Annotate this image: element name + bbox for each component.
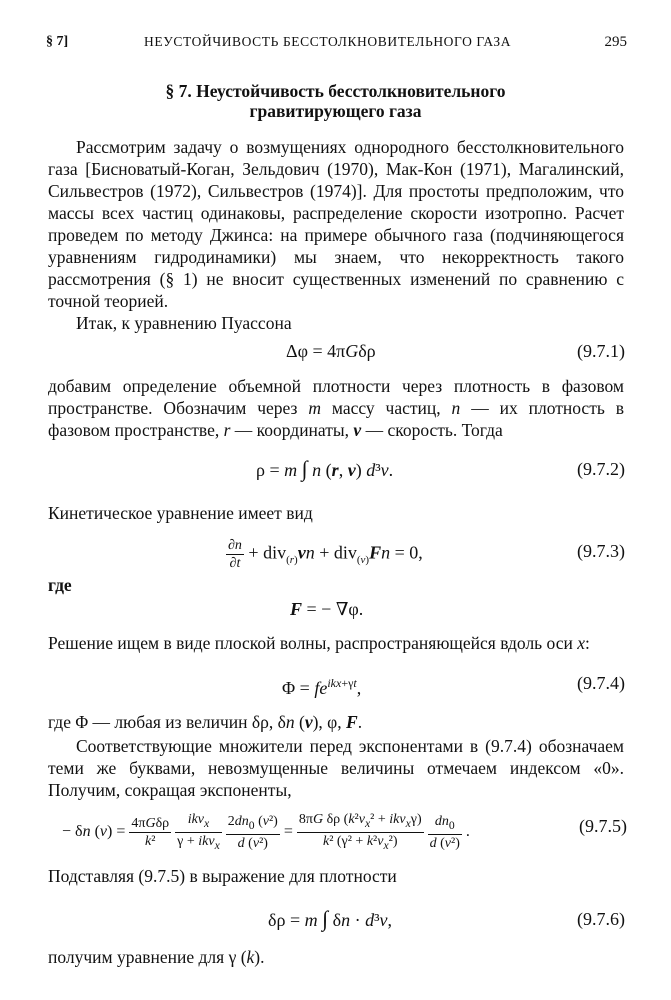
paragraph-kinetic-lead: Кинетическое уравнение имеет вид xyxy=(48,503,313,523)
header-section-ref: § 7] xyxy=(46,34,69,49)
header-running-title: НЕУСТОЙЧИВОСТЬ БЕССТОЛКНОВИТЕЛЬНОГО ГАЗА xyxy=(144,34,512,49)
fraction-8piG: $\frac{8\pi G \delta\rho (k^2v_x^2 + ikv_x\gamma)}{k^2 (\gamma^2 + k^2v_x^2)}$ xyxy=(298,812,422,852)
equation-number-9-7-3: (9.7.3) xyxy=(577,541,625,561)
equation-number-9-7-4: (9.7.4) xyxy=(577,673,625,693)
equation-9-7-6: δρ = m ∫ δn · d³v, xyxy=(268,906,393,931)
equation-9-7-2: ρ = m ∫ n (r, v) d³v. xyxy=(256,456,394,481)
section-title-line-2: гравитирующего газа xyxy=(249,101,422,121)
paragraph-gamma-equation: получим уравнение для γ (k). xyxy=(48,947,265,967)
paragraph-plane-wave: Решение ищем в виде плоской волны, распространяющейся вдоль оси x: xyxy=(48,633,590,653)
paragraph-poisson-lead: Итак, к уравнению Пуассона xyxy=(76,313,292,333)
page-number: 295 xyxy=(604,34,627,50)
fraction-4piG: $\frac{\text{4πGδρ}}{\text{k²}}$ xyxy=(131,815,170,849)
fraction-ikvx: $\frac{ikv_x}{\gamma + ikv_x}$ xyxy=(177,812,220,852)
word-gde: где xyxy=(48,575,72,595)
paragraph-substituting: Подставляя (9.7.5) в выражение для плотности xyxy=(48,866,397,886)
paragraph-phi-definition: где Φ — любая из величин δρ, δn (v), φ, F. xyxy=(48,712,363,732)
running-header xyxy=(46,34,627,56)
equation-9-7-4: $\Phi = fe^{ikx+\gamma t}$, xyxy=(282,676,362,698)
equation-9-7-1: Δφ = 4πGδρ xyxy=(286,341,376,361)
equation-number-9-7-6: (9.7.6) xyxy=(577,909,625,929)
equation-9-7-3: $\frac{\partial n}{\partial t}$ + div$_{(r)}$vn + div$_{(v)}$Fn = 0, xyxy=(228,538,423,571)
fraction-dn-dt: $\frac{\partial n}{\partial t}$ xyxy=(228,538,242,571)
fraction-2dn0: $\frac{2dn_0 (v^2)}{\text{d (v²)}}$ xyxy=(227,813,278,851)
equation-number-9-7-1: (9.7.1) xyxy=(577,341,625,361)
equation-number-9-7-2: (9.7.2) xyxy=(577,459,625,479)
paragraph-density-definition: добавим определение объемной плотности через плотность в фазовом пространстве. Обозначим через m массу частиц, n — их плотность в фазовом пространстве, r — координаты, v — скорость. Тогда xyxy=(48,376,624,440)
paragraph-intro: Рассмотрим задачу о возмущениях однородного бесстолкновительного газа [Бисноватый-Коган, Зельдович (1970), Мак-Кон (1971), Магалинский, Сильвестров (1972), Сильвестров (1974)]. Для простоты предположим, что массы всех частиц одинаковы, распределение скорости изотропно. Расчет проведем по методу Джинса: на примере обычного газа (подчиняющегося уравнениям гидродинамики) мы знаем, что некорректность такого рассмотрения (§ 1) не вносит существенных изменений по сравнению с точной теорией. xyxy=(48,137,624,311)
equation-number-9-7-5: (9.7.5) xyxy=(579,816,627,836)
paragraph-multipliers: Соответствующие множители перед экспонентами в (9.7.4) обозначаем теми же буквами, невозмущенные величины отмечаем индексом «0». Получим, сокращая экспоненты, xyxy=(48,736,624,800)
equation-9-7-5: − δn (v) = $\frac{\text{4πGδρ}}{\text{k²}}$ $\frac{ikv_x}{\gamma + ikv_x}$ $\frac{2dn_0 (v^2)}{\text{d (v²)}}$ = $\frac{8\pi G \delta\rho (k^2v_x^2 + ikv_x\gamma)}{k^2 (\gamma^2 + k^2v_x^2)}$ $\frac{dn_0}{\text{d (v²)}}$ . xyxy=(62,812,470,852)
fraction-dn0: $\frac{dn_0}{\text{d (v²)}}$ xyxy=(429,813,460,851)
equation-force: F = − ∇φ. xyxy=(290,599,364,619)
section-title-line-1: § 7. Неустойчивость бесстолкновительного xyxy=(165,81,506,101)
